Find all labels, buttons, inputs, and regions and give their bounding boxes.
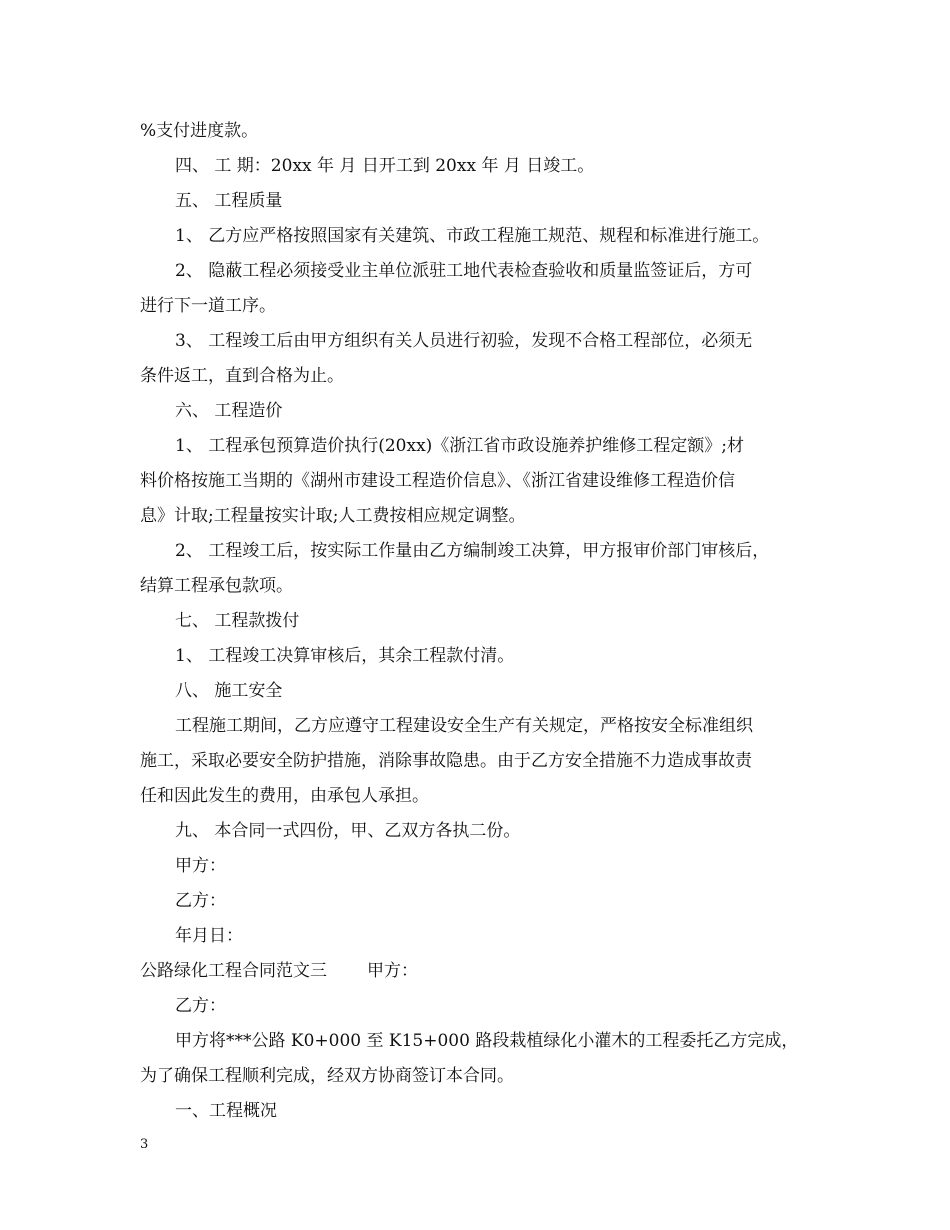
text-line: 甲方将***公路 K0+000 至 K15+000 路段栽植绿化小灌木的工程委托乙方完成， <box>175 1031 799 1051</box>
section-heading: 七、 工程款拨付 <box>175 611 300 631</box>
signature-party-b: 乙方： <box>175 891 226 911</box>
text-line: 3、 工程竣工后由甲方组织有关人员进行初验，发现不合格工程部位，必须无 <box>175 331 753 351</box>
text-line: 结算工程承包款项。 <box>140 576 293 596</box>
text-line: 任和因此发生的费用，由承包人承担。 <box>140 786 429 806</box>
text-line: 施工，采取必要安全防护措施，消除事故隐患。由于乙方安全措施不力造成事故责 <box>140 751 752 771</box>
contract-party-a: 甲方： <box>367 961 418 981</box>
text-line: 进行下一道工序。 <box>140 296 276 316</box>
contract-title-line <box>140 954 820 989</box>
text-line: 1、 乙方应严格按照国家有关建筑、市政工程施工规范、规程和标准进行施工。 <box>175 226 770 246</box>
text-line: 息》计取;工程量按实计取;人工费按相应规定调整。 <box>140 506 526 526</box>
signature-party-a: 甲方： <box>175 856 226 876</box>
text-line: 四、 工 期：20xx 年 月 日开工到 20xx 年 月 日竣工。 <box>175 156 595 176</box>
text-line: 2、 隐蔽工程必须接受业主单位派驻工地代表检查验收和质量监签证后，方可 <box>175 261 753 281</box>
contract-title: 公路绿化工程合同范文三 <box>140 961 327 981</box>
page-number: 3 <box>140 1137 149 1152</box>
section-heading: 一、工程概况 <box>175 1101 277 1121</box>
text-line: 工程施工期间，乙方应遵守工程建设安全生产有关规定，严格按安全标准组织 <box>175 716 753 736</box>
text-line: 2、 工程竣工后，按实际工作量由乙方编制竣工决算，甲方报审价部门审核后， <box>175 541 770 561</box>
text-line: 料价格按施工当期的《湖州市建设工程造价信息》、《浙江省建设维修工程造价信 <box>140 471 735 491</box>
contract-party-b: 乙方： <box>175 996 226 1016</box>
section-heading: 六、 工程造价 <box>175 401 283 421</box>
section-heading: 五、 工程质量 <box>175 191 283 211</box>
signature-date: 年月日： <box>175 926 243 946</box>
text-line: 1、 工程竣工决算审核后，其余工程款付清。 <box>175 646 515 666</box>
text-line: %支付进度款。 <box>140 121 259 141</box>
text-line: 条件返工，直到合格为止。 <box>140 366 344 386</box>
text-line: 为了确保工程顺利完成，经双方协商签订本合同。 <box>140 1066 514 1086</box>
section-heading: 九、 本合同一式四份，甲、乙双方各执二份。 <box>175 821 521 841</box>
section-heading: 八、 施工安全 <box>175 681 283 701</box>
document-body <box>140 114 820 1129</box>
text-line: 1、 工程承包预算造价执行(20xx)《浙江省市政设施养护维修工程定额》;材 <box>175 436 745 456</box>
